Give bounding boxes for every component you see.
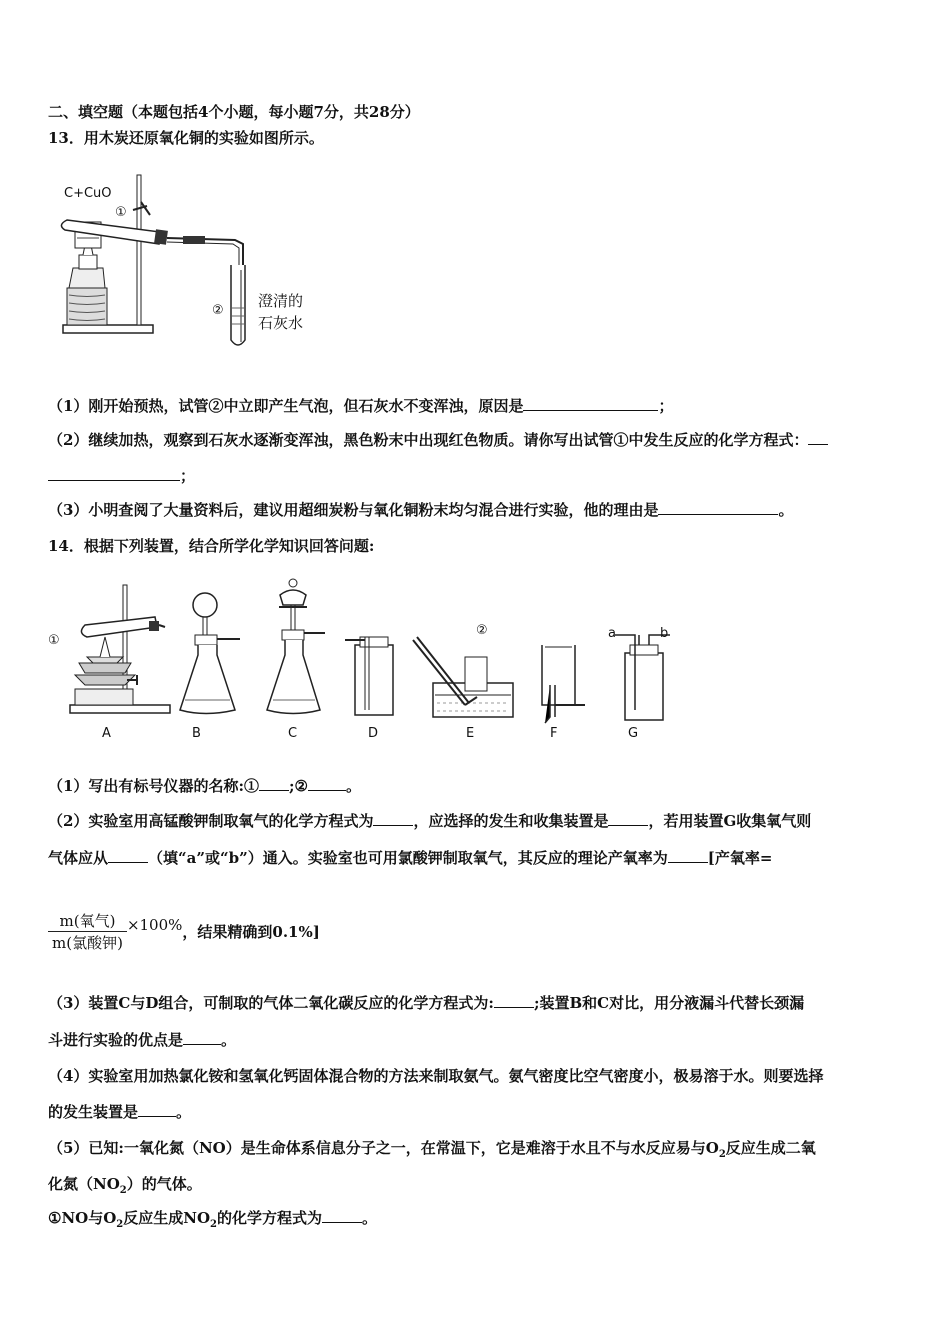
answer-blank[interactable]	[494, 993, 534, 1008]
answer-blank[interactable]	[108, 848, 148, 863]
answer-blank[interactable]	[668, 848, 708, 863]
label-a: A	[102, 726, 111, 741]
label-e: E	[466, 726, 475, 741]
q14-part2-text-e: （填“a”或“b”）通入。实验室也可用氯酸钾制取氧气，其反应的理论产氧率为	[148, 849, 668, 867]
q14-part3-end: 。	[221, 1031, 237, 1049]
label-limewater-1: 澄清的	[258, 292, 304, 310]
label-c: C	[288, 726, 298, 741]
apparatus-b	[180, 593, 240, 714]
q14-stem: 14．根据下列装置，结合所学化学知识回答问题:	[48, 537, 375, 555]
answer-blank[interactable]	[658, 500, 778, 515]
label-g-b: b	[660, 626, 669, 641]
q14-part2-text-f: [产氧率=	[707, 849, 773, 867]
q13-part2-cont	[48, 466, 195, 486]
apparatus-d	[345, 637, 393, 715]
q14-part4	[48, 1066, 823, 1086]
q13-part1-end: ；	[658, 397, 674, 415]
q14-part5	[48, 1138, 816, 1165]
label-reactants: C+CuO	[64, 186, 112, 201]
q14-part4-text-b: 的发生装置是	[48, 1103, 139, 1121]
answer-blank[interactable]	[48, 466, 180, 481]
q14-part4-end: 。	[176, 1103, 192, 1121]
q14-part5-text-a-tail: 反应生成二氧	[725, 1139, 816, 1157]
q14-part2-text-d: 气体应从	[48, 849, 109, 867]
q14-part5-text-b-tail: ）的气体。	[126, 1175, 202, 1193]
q13-stem: 13．用木炭还原氧化铜的实验如图所示。	[48, 129, 324, 147]
q14-part6-text-c: 的化学方程式为	[217, 1209, 323, 1227]
q13-part3-end: 。	[778, 501, 794, 519]
q14-apparatus-figure	[45, 565, 685, 750]
label-b: B	[192, 726, 201, 741]
subscript: 2	[116, 1219, 124, 1230]
answer-blank[interactable]	[373, 811, 413, 826]
q14-part6	[48, 1208, 377, 1235]
answer-blank[interactable]	[259, 776, 289, 791]
subscript: 2	[210, 1219, 218, 1230]
answer-blank[interactable]	[322, 1208, 362, 1223]
q13-part3-text: （3）小明查阅了大量资料后，建议用超细炭粉与氧化铜粉末均匀混合进行实验，他的理由是	[48, 501, 659, 519]
answer-blank[interactable]	[138, 1102, 176, 1117]
answer-blank[interactable]	[183, 1030, 221, 1045]
q13-part2	[48, 430, 828, 450]
apparatus-f	[542, 645, 585, 723]
q13-part2-end: ；	[180, 467, 196, 485]
q13-part1	[48, 396, 673, 416]
q13-part2-text: （2）继续加热，观察到石灰水逐渐变浑浊，黑色粉末中出现红色物质。请你写出试管①中发生反应的化学方程式：	[48, 431, 809, 449]
apparatus-g	[615, 635, 670, 720]
subscript: 2	[119, 1185, 127, 1196]
q14-part3-text-c: 斗进行实验的优点是	[48, 1031, 184, 1049]
q14-part3-text-a: （3）装置C与D组合，可制取的气体二氧化碳反应的化学方程式为:	[48, 994, 494, 1012]
yield-fraction	[48, 910, 320, 953]
subscript: 2	[718, 1149, 726, 1160]
q14-part3-cont	[48, 1030, 236, 1050]
q14-part5-text-a: （5）已知:一氧化氮（NO）是生命体系信息分子之一，在常温下，它是难溶于水且不与水反应易与O	[48, 1139, 719, 1157]
q14-part2-text-b: ，应选择的发生和收集装置是	[413, 812, 609, 830]
label-circle-2: ②	[212, 303, 224, 318]
fraction-multiplier: ×100%	[126, 916, 183, 934]
q13-part1-text: （1）刚开始预热，试管②中立即产生气泡，但石灰水不变浑浊，原因是	[48, 397, 524, 415]
apparatus-e	[413, 637, 513, 717]
q14-part1	[48, 776, 361, 796]
q14-part5-text-b: 化氮（NO	[48, 1175, 120, 1193]
label-g-a: a	[608, 626, 616, 641]
label-f: F	[550, 726, 558, 741]
q14-part2-text-a: （2）实验室用高锰酸钾制取氧气的化学方程式为	[48, 812, 374, 830]
q14-part1-text: （1）写出有标号仪器的名称:①	[48, 777, 259, 795]
q14-part2-cont	[48, 848, 772, 868]
q14-part3	[48, 993, 804, 1013]
q14-part1-end: 。	[345, 777, 361, 795]
label-q14-circle-2: ②	[476, 623, 488, 638]
apparatus-c	[267, 579, 325, 714]
q14-part4-cont	[48, 1102, 191, 1122]
fraction-tail: ，结果精确到0.1%]	[182, 923, 320, 941]
q14-part5-cont	[48, 1174, 202, 1201]
answer-blank[interactable]	[308, 776, 346, 791]
answer-blank[interactable]	[523, 396, 658, 411]
q14-part6-text-a: ①NO与O	[48, 1209, 117, 1227]
label-g: G	[628, 726, 639, 741]
section-title: 二、填空题（本题包括4个小题，每小题7分，共28分）	[48, 103, 420, 121]
q13-part3	[48, 500, 793, 520]
q14-part2-text-c: ，若用装置G收集氧气则	[648, 812, 812, 830]
label-q14-circle-1: ①	[48, 633, 60, 648]
q14-part3-text-b: ;装置B和C对比，用分液漏斗代替长颈漏	[533, 994, 805, 1012]
fraction-denominator: m(氯酸钾)	[52, 934, 123, 952]
apparatus-a	[70, 585, 170, 713]
q14-part6-end: 。	[362, 1209, 378, 1227]
q14-part1-mid: ;②	[288, 777, 308, 795]
fraction-numerator: m(氧气)	[59, 912, 116, 930]
q14-part4-text-a: （4）实验室用加热氯化铵和氢氧化钙固体混合物的方法来制取氨气。氨气密度比空气密度小，极易溶于水。则要选择	[48, 1067, 824, 1085]
q14-part6-text-b: 反应生成NO	[123, 1209, 211, 1227]
answer-blank[interactable]	[608, 811, 648, 826]
q13-apparatus-figure	[55, 170, 325, 380]
label-circle-1: ①	[115, 205, 127, 220]
label-limewater-2: 石灰水	[258, 314, 304, 332]
answer-blank[interactable]	[808, 430, 828, 445]
q14-part2	[48, 811, 811, 831]
label-d: D	[368, 726, 379, 741]
